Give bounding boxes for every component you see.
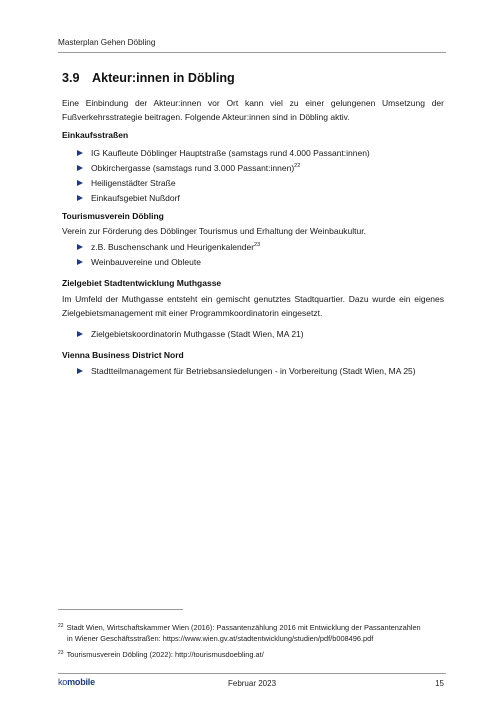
section-number: 3.9 [62, 71, 80, 85]
section-title [62, 71, 235, 85]
triangle-bullet-icon [77, 165, 83, 171]
list-item: Stadtteilmanagement für Betriebsansiedelungen - in Vorbereitung (Stadt Wien, MA 25) [76, 364, 416, 379]
footnote-divider [58, 609, 183, 610]
list-item: Heiligenstädter Straße [76, 176, 370, 191]
list-business-district [76, 364, 416, 379]
footnote-23 [58, 648, 444, 661]
group-description: Im Umfeld der Muthgasse entsteht ein gemischt genutztes Stadtquartier. Dazu wurde ein eigenes Zielgebietsmanagement mit einer Programmkoordinatorin eingesetzt. [62, 294, 444, 318]
komobile-logo: komobile [58, 677, 95, 687]
header-divider [58, 52, 446, 53]
list-einkaufsstrassen [76, 146, 370, 206]
footnote-text[interactable]: in Wiener Geschäftsstraßen: https://www.wien.gv.at/stadtentwicklung/studien/pdf/b008496.pdf [67, 633, 374, 643]
triangle-bullet-icon [77, 195, 83, 201]
list-item: Weinbauvereine und Obleute [76, 255, 260, 270]
section-title-text: Akteur:innen in Döbling [92, 71, 235, 85]
group-description: Verein zur Förderung des Döblinger Tourismus und Erhaltung der Weinbaukultur. [62, 226, 366, 236]
footnote-ref[interactable]: 22 [294, 163, 301, 169]
group-heading-muthgasse: Zielgebiet Stadtentwicklung Muthgasse [62, 278, 222, 288]
list-item: Obkirchergasse (samstags rund 3.000 Passant:innen)$^{22}$ [76, 161, 370, 176]
triangle-bullet-icon [77, 244, 83, 250]
triangle-bullet-icon [77, 150, 83, 156]
list-item: IG Kaufleute Döblinger Hauptstraße (samstags rund 4.000 Passant:innen) [76, 146, 370, 161]
footer-date: Februar 2023 [227, 679, 277, 688]
footnote-text: Stadt Wien, Wirtschaftskammer Wien (2016): Passantenzählung 2016 mit Entwicklung der Passantenzahlen [66, 623, 421, 632]
footnote-22 [58, 621, 444, 644]
triangle-bullet-icon [77, 368, 83, 374]
footnote-number: 23 [58, 650, 64, 656]
list-muthgasse [76, 327, 304, 342]
triangle-bullet-icon [77, 180, 83, 186]
list-item: Einkaufsgebiet Nußdorf [76, 191, 370, 206]
group-heading-tourismusverein: Tourismusverein Döbling [62, 211, 164, 221]
footnote-text[interactable]: Tourismusverein Döbling (2022): http://tourismusdoebling.at/ [66, 650, 264, 659]
intro-paragraph: Eine Einbindung der Akteur:innen vor Ort kann viel zu einer gelungenen Umsetzung der Fußverkehrsstrategie beitragen. Folgende Akteur:innen sind in Döbling aktiv. [62, 98, 444, 122]
triangle-bullet-icon [77, 259, 83, 265]
list-tourismusverein [76, 240, 260, 270]
group-heading-business-district: Vienna Business District Nord [62, 350, 184, 360]
triangle-bullet-icon [77, 331, 83, 337]
group-heading-einkaufsstrassen: Einkaufsstraßen [62, 130, 129, 140]
page-number: 15 [435, 679, 444, 688]
list-item: Zielgebietskoordinatorin Muthgasse (Stadt Wien, MA 21) [76, 327, 304, 342]
footer-divider [58, 673, 446, 674]
list-item: z.B. Buschenschank und Heurigenkalender$^{23}$ [76, 240, 260, 255]
running-header: Masterplan Gehen Döbling [58, 38, 156, 47]
footnote-number: 22 [58, 623, 64, 629]
footnote-ref[interactable]: 23 [254, 242, 261, 248]
